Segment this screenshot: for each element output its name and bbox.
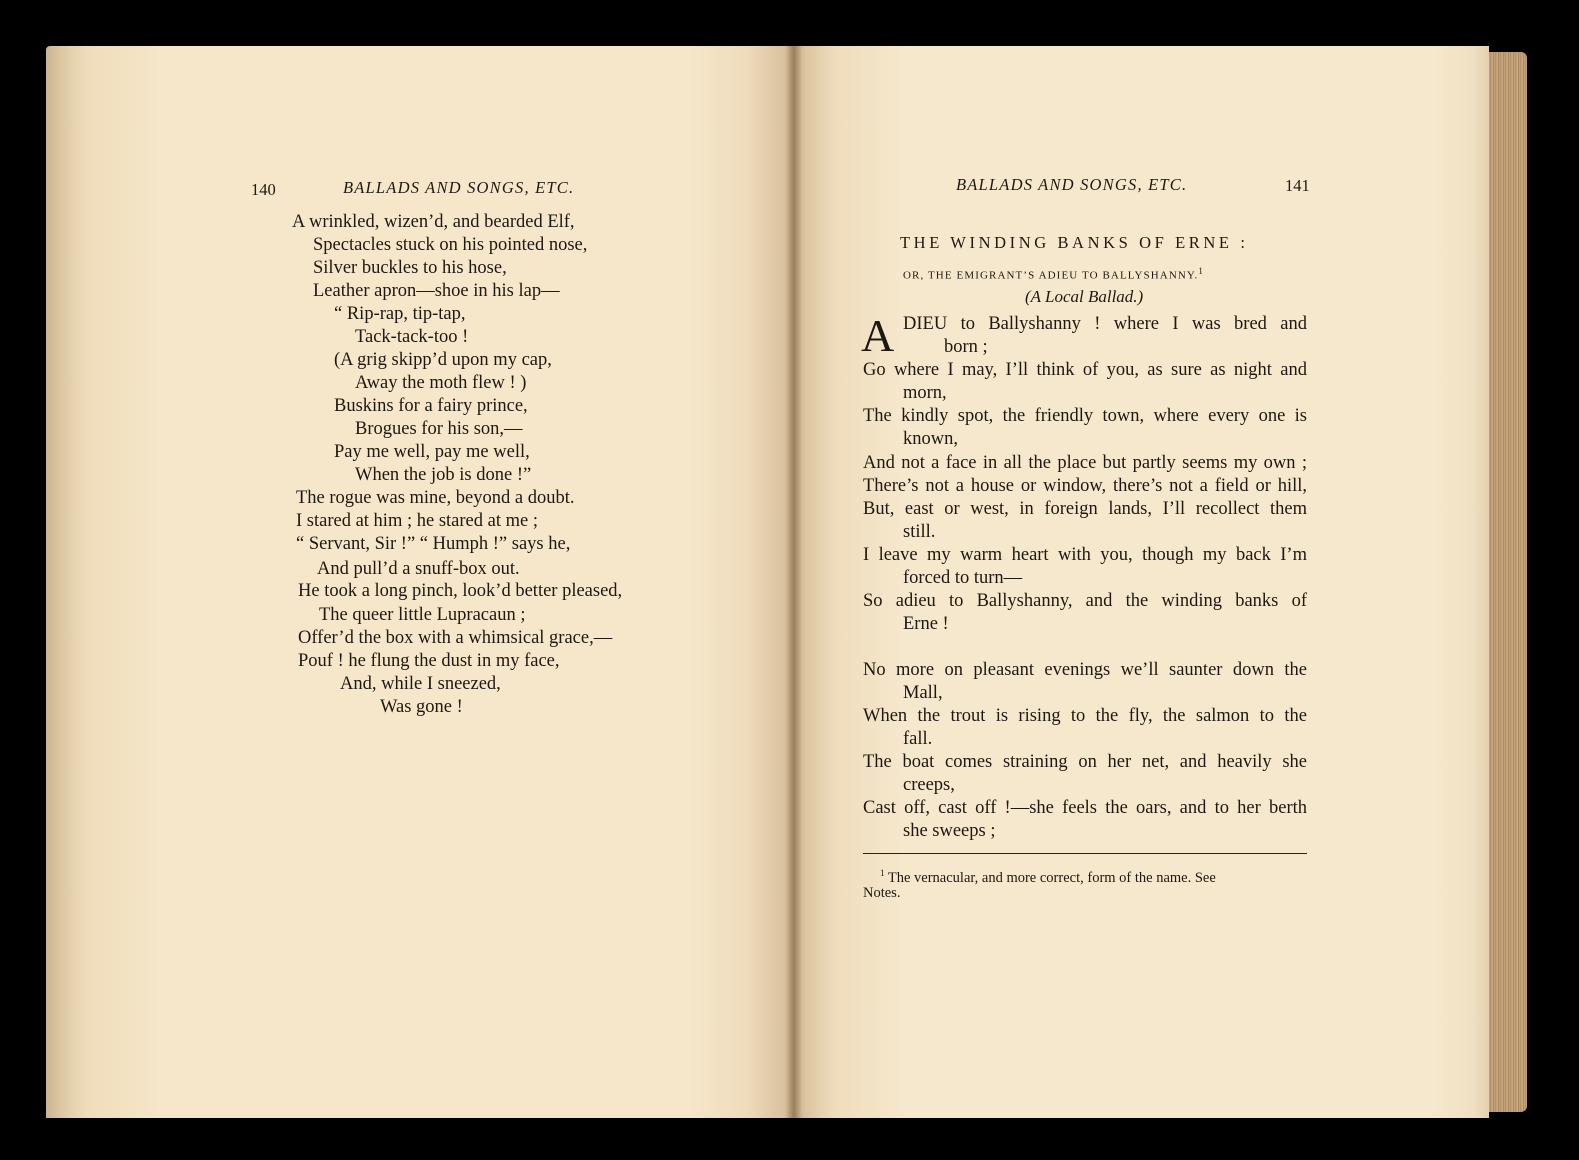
verse-line: Go where I may, I’ll think of you, as sure as night and xyxy=(863,360,1307,380)
verse-line: Buskins for a fairy prince, xyxy=(334,396,528,416)
verse-line: Offer’d the box with a whimsical grace,— xyxy=(298,628,613,648)
footnote-reference: 1 xyxy=(1198,266,1205,276)
verse-line: fall. xyxy=(903,729,933,749)
footnote-line: Notes. xyxy=(863,885,901,901)
verse-line: When the job is done !” xyxy=(355,465,532,485)
verse-line: (A grig skipp’d upon my cap, xyxy=(334,350,552,370)
verse-line: “ Servant, Sir !” “ Humph !” says he, xyxy=(296,534,571,554)
verse-line: Spectacles stuck on his pointed nose, xyxy=(313,235,588,255)
verse-line: she sweeps ; xyxy=(903,821,996,841)
verse-line: known, xyxy=(903,429,958,449)
verse-line: Was gone ! xyxy=(380,697,463,717)
book-gutter xyxy=(786,46,802,1118)
verse-line: Cast off, cast off !—she feels the oars, and to her berth xyxy=(863,798,1307,818)
verse-line: Brogues for his son,— xyxy=(355,419,523,439)
subtitle-text: OR, THE EMIGRANT’S ADIEU TO BALLYSHANNY. xyxy=(903,269,1199,282)
verse-line: Away the moth flew ! ) xyxy=(355,373,527,393)
verse-line: No more on pleasant evenings we’ll saunter down the xyxy=(863,660,1307,680)
page-edges xyxy=(1489,52,1527,1112)
verse-line: And not a face in all the place but partly seems my own ; xyxy=(863,453,1307,473)
verse-line: Pay me well, pay me well, xyxy=(334,442,530,462)
page-number: 140 xyxy=(251,180,276,199)
verse-line: still. xyxy=(903,522,936,542)
footnote-rule xyxy=(863,853,1307,854)
verse-line: The queer little Lupracaun ; xyxy=(319,605,526,625)
verse-line: The boat comes straining on her net, and heavily she xyxy=(863,752,1307,772)
verse-line: He took a long pinch, look’d better pleased, xyxy=(298,581,623,601)
verse-line: morn, xyxy=(903,383,947,403)
verse-line: Mall, xyxy=(903,683,943,703)
verse-line: Silver buckles to his hose, xyxy=(313,258,507,278)
footnote-line xyxy=(880,863,1216,888)
ballad-title: THE WINDING BANKS OF ERNE : xyxy=(900,233,1249,252)
drop-cap: A xyxy=(861,310,895,361)
verse-line: Leather apron—shoe in his lap— xyxy=(313,281,560,301)
verse-line: A wrinkled, wizen’d, and bearded Elf, xyxy=(292,212,575,232)
verse-line: I leave my warm heart with you, though my back I’m xyxy=(863,545,1307,565)
footnote-text: The vernacular, and more correct, form of the name. See xyxy=(887,869,1216,886)
ballad-subtitle xyxy=(903,266,1204,282)
verse-line: When the trout is rising to the fly, the salmon to the xyxy=(863,706,1307,726)
verse-line: Pouf ! he flung the dust in my face, xyxy=(298,651,560,671)
verse-line: The kindly spot, the friendly town, where every one is xyxy=(863,406,1307,426)
verse-line: creeps, xyxy=(903,775,955,795)
verse-line: So adieu to Ballyshanny, and the winding banks of xyxy=(863,591,1307,611)
footnote-mark: 1 xyxy=(880,868,885,878)
verse-line: forced to turn— xyxy=(903,568,1023,588)
page-number: 141 xyxy=(1285,176,1310,195)
verse-line: Erne ! xyxy=(903,614,949,634)
verse-line: But, east or west, in foreign lands, I’ll recollect them xyxy=(863,499,1307,519)
verse-line: There’s not a house or window, there’s not a field or hill, xyxy=(863,476,1307,496)
verse-line: DIEU to Ballyshanny ! where I was bred and xyxy=(903,314,1307,334)
verse-line: The rogue was mine, beyond a doubt. xyxy=(296,488,575,508)
verse-line: And pull’d a snuff-box out. xyxy=(317,559,520,579)
verse-line: “ Rip-rap, tip-tap, xyxy=(334,304,466,324)
ballad-note: (A Local Ballad.) xyxy=(1025,287,1144,306)
verse-line: born ; xyxy=(944,337,988,357)
verse-line: And, while I sneezed, xyxy=(340,674,501,694)
verse-line: I stared at him ; he stared at me ; xyxy=(296,511,538,531)
running-head: BALLADS AND SONGS, ETC. xyxy=(956,175,1188,194)
running-head: BALLADS AND SONGS, ETC. xyxy=(343,178,575,197)
verse-line: Tack-tack-too ! xyxy=(355,327,469,347)
